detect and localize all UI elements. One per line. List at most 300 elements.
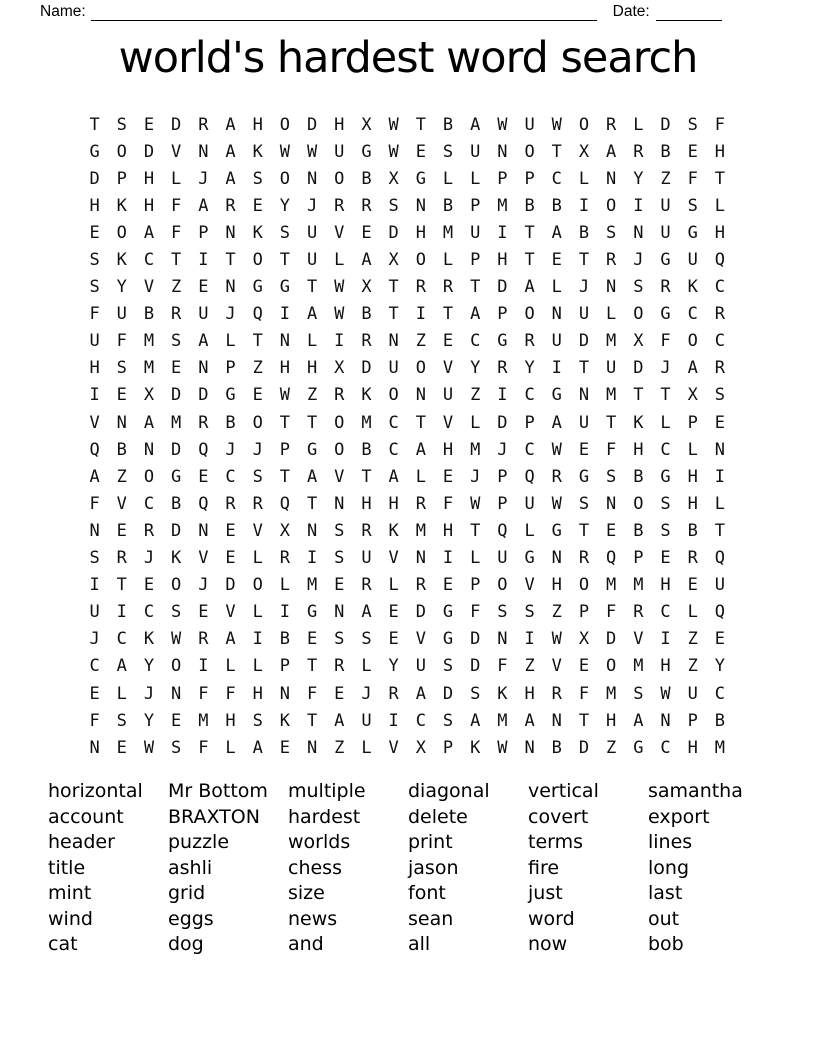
grid-cell: E [198,466,209,487]
grid-cell: L [252,602,263,623]
grid-cell: Y [279,195,291,216]
grid-cell: V [334,222,345,243]
grid-cell: N [279,683,291,704]
grid-cell: R [497,358,508,379]
word-list-column [48,779,168,958]
grid-cell: V [388,548,399,569]
grid-cell: B [442,114,454,135]
grid-cell: T [578,358,590,379]
grid-cell: H [279,358,291,379]
grid-cell: D [306,114,318,135]
grid-cell: J [143,683,155,704]
grid-cell: D [415,602,426,623]
grid-cell: L [551,277,562,298]
grid-cell: E [606,520,617,541]
grid-cell: B [551,195,562,216]
grid-cell: F [497,656,508,677]
grid-cell: A [143,222,155,243]
grid-cell: H [714,222,726,243]
grid-cell: H [687,737,698,758]
grid-cell: F [660,331,671,352]
grid-cell: E [660,548,671,569]
grid-cell: N [660,710,671,731]
grid-cell: D [388,222,399,243]
grid-cell: L [225,737,236,758]
grid-cell: R [225,493,236,514]
grid-cell: J [143,548,155,569]
word-list-item: worlds [288,831,351,853]
grid-cell: E [279,737,291,758]
grid-cell: R [279,548,291,569]
word-list-item: print [408,831,453,853]
grid-cell: N [116,412,127,433]
grid-cell: R [361,195,372,216]
grid-cell: U [442,385,454,406]
grid-cell: U [606,358,617,379]
grid-cell: E [198,277,209,298]
grid-cell: R [551,683,562,704]
page-title: world's hardest word search [118,33,698,83]
word-list-item: title [48,856,86,879]
grid-cell: R [143,520,155,541]
grid-cell: X [361,114,372,135]
grid-cell: L [442,168,454,189]
grid-cell: T [252,331,263,352]
grid-cell: X [578,629,590,650]
grid-cell: G [89,141,100,162]
grid-cell: L [361,737,372,758]
word-list-item: now [528,933,568,955]
grid-cell: S [361,629,372,650]
grid-cell: H [388,493,399,514]
grid-cell: R [116,548,127,569]
grid-cell: P [198,222,209,243]
header [40,3,778,21]
grid-cell: R [334,656,345,677]
grid-cell: X [415,737,426,758]
grid-cell: B [442,195,454,216]
word-list-item: just [528,882,563,904]
word-list-item: wind [48,907,93,930]
grid-cell: I [252,629,263,650]
grid-cell: G [687,222,698,243]
grid-cell: H [606,710,617,731]
grid-cell: E [578,439,590,460]
grid-cell: S [633,683,644,704]
grid-cell: T [361,466,372,487]
grid-cell: G [442,629,454,650]
grid-cell: U [687,250,698,271]
grid-cell: Z [687,629,698,650]
grid-cell: A [470,304,481,325]
grid-cell: Q [198,439,209,460]
grid-cell: R [714,358,726,379]
grid-cell: D [198,385,209,406]
grid-cell: T [660,385,671,406]
grid-cell: E [442,466,454,487]
grid-cell: P [470,195,481,216]
grid-cell: Z [551,602,562,623]
grid-cell: B [361,439,372,460]
grid-cell: N [306,520,318,541]
grid-cell: T [306,710,318,731]
grid-cell: C [660,737,671,758]
grid-cell: V [171,141,182,162]
grid-cell: X [388,250,399,271]
grid-cell: R [551,466,562,487]
grid-cell: S [279,222,291,243]
grid-cell: C [388,412,399,433]
grid-cell: L [687,439,698,460]
grid-cell: E [225,520,236,541]
word-list-item: account [48,805,124,828]
grid-cell: U [497,548,508,569]
word-list-item: delete [408,805,468,828]
grid-cell: F [470,602,481,623]
grid-cell: Y [633,168,644,189]
grid-cell: R [415,575,426,596]
grid-cell: C [225,466,236,487]
grid-cell: S [660,520,671,541]
grid-cell: L [442,250,454,271]
grid-cell: G [524,548,535,569]
word-list-item: Mr Bottom [168,780,268,802]
grid-cell: P [225,358,236,379]
grid-cell: G [633,737,644,758]
grid-cell: A [306,304,318,325]
grid-cell: O [524,304,535,325]
grid-cell: C [143,250,155,271]
grid-cell: E [578,656,590,677]
grid-cell: G [415,168,426,189]
grid-cell: H [252,114,263,135]
grid-cell: V [334,466,345,487]
grid-cell: J [578,277,590,298]
grid-cell: U [470,141,481,162]
grid-cell: S [334,548,345,569]
grid-cell: S [687,195,698,216]
grid-cell: C [116,629,127,650]
word-list-item: lines [648,831,693,853]
grid-cell: I [633,195,644,216]
grid-cell: M [470,439,481,460]
grid-cell: L [470,548,481,569]
grid-cell: S [470,683,481,704]
grid-cell: G [361,141,372,162]
grid-cell: I [497,222,508,243]
grid-cell: D [470,656,481,677]
grid-cell: C [660,602,671,623]
grid-cell: B [225,412,236,433]
grid-cell: E [143,114,155,135]
grid-cell: V [442,412,454,433]
grid-cell: Z [415,331,426,352]
grid-cell: P [470,250,481,271]
grid-cell: F [687,168,698,189]
grid-cell: M [606,331,617,352]
grid-cell: N [198,141,209,162]
grid-cell: T [714,520,726,541]
grid-cell: M [143,331,155,352]
grid-cell: K [497,683,508,704]
grid-cell: A [334,710,345,731]
word-list-column [288,779,408,958]
grid-cell: S [442,710,454,731]
grid-cell: E [388,629,399,650]
grid-cell: B [551,737,562,758]
grid-cell: B [660,141,671,162]
grid-cell: B [143,304,155,325]
grid-cell: S [714,385,726,406]
grid-cell: L [470,168,481,189]
grid-cell: O [252,575,263,596]
grid-cell: B [524,195,535,216]
word-list-item: size [288,882,325,904]
grid-cell: M [198,710,209,731]
grid-cell: L [470,412,481,433]
grid-cell: G [306,602,318,623]
grid-cell: F [171,195,182,216]
grid-cell: N [198,358,209,379]
grid-cell: P [524,412,535,433]
grid-cell: H [334,114,345,135]
grid-cell: O [388,385,399,406]
word-list-column [528,779,648,958]
grid-cell: D [497,412,508,433]
grid-cell: R [714,304,726,325]
grid-cell: J [225,439,236,460]
grid-cell: T [633,385,644,406]
grid-cell: A [388,466,399,487]
grid-cell: O [578,575,590,596]
grid-cell: Z [470,385,481,406]
grid-cell: Z [306,385,318,406]
grid-cell: N [415,548,426,569]
grid-cell: I [388,710,399,731]
grid-cell: X [143,385,155,406]
grid-cell: X [388,168,399,189]
grid-cell: F [198,683,209,704]
grid-cell: L [714,195,726,216]
grid-cell: T [306,412,318,433]
grid-cell: D [171,520,182,541]
grid-cell: Q [714,548,726,569]
grid-cell: F [442,493,454,514]
grid-cell: G [660,466,671,487]
grid-cell: L [578,168,590,189]
grid-cell: A [524,710,535,731]
grid-cell: M [171,412,182,433]
grid-cell: R [442,277,454,298]
grid-cell: R [361,520,372,541]
grid-cell: F [89,710,100,731]
grid-cell: O [633,493,644,514]
word-list-item: export [648,805,710,828]
grid-cell: U [714,575,726,596]
grid-cell: K [361,385,372,406]
grid-cell: D [171,114,182,135]
word-list-item: header [48,831,115,853]
grid-cell: B [361,304,372,325]
grid-cell: X [633,331,644,352]
grid-cell: R [361,331,372,352]
grid-cell: W [551,114,562,135]
grid-cell: S [89,548,100,569]
grid-cell: H [361,493,372,514]
grid-cell: O [252,412,263,433]
grid-cell: C [143,602,155,623]
grid-cell: L [225,331,236,352]
grid-cell: R [225,195,236,216]
grid-cell: H [89,195,100,216]
grid-cell: F [116,331,127,352]
grid-cell: I [415,304,426,325]
grid-cell: N [225,277,236,298]
grid-cell: C [524,439,535,460]
grid-cell: J [470,466,481,487]
grid-cell: N [171,683,182,704]
grid-cell: F [606,439,617,460]
word-list-item: samantha [648,780,743,802]
grid-cell: S [442,656,454,677]
grid-cell: S [687,114,698,135]
grid-cell: N [198,520,209,541]
grid-cell: C [660,439,671,460]
grid-cell: H [551,575,562,596]
grid-cell: A [415,439,426,460]
grid-cell: V [198,548,209,569]
date-label: Date: [612,3,650,20]
grid-cell: E [306,629,318,650]
grid-cell: S [116,358,127,379]
grid-cell: A [198,331,209,352]
grid-cell: W [497,114,508,135]
grid-cell: U [687,683,698,704]
grid-cell: M [714,737,726,758]
grid-cell: M [361,412,372,433]
word-list-item: sean [408,907,454,930]
grid-cell: E [252,385,263,406]
word-list-item: cat [48,933,78,955]
grid-cell: M [606,575,617,596]
grid-cell: D [361,358,372,379]
grid-cell: H [497,250,508,271]
grid-cell: N [606,277,617,298]
grid-cell: H [252,683,263,704]
grid-cell: T [279,466,291,487]
grid-cell: E [415,141,426,162]
grid-cell: N [497,141,508,162]
grid-cell: I [334,331,345,352]
grid-cell: T [714,168,726,189]
grid-cell: M [633,575,644,596]
grid-cell: T [415,412,426,433]
word-list-item: dog [168,933,204,955]
grid-cell: U [660,222,671,243]
word-list-column [168,779,288,958]
grid-cell: U [89,331,100,352]
grid-cell: A [198,195,209,216]
grid-cell: R [388,683,399,704]
grid-cell: I [306,548,318,569]
grid-cell: N [306,737,318,758]
grid-cell: T [89,114,100,135]
word-list-item: all [408,933,431,955]
grid-cell: Q [606,548,617,569]
grid-cell: N [306,168,318,189]
grid-cell: N [89,520,100,541]
grid-cell: O [334,168,345,189]
grid-cell: J [660,358,671,379]
grid-cell: A [306,466,318,487]
grid-cell: Y [116,277,127,298]
grid-cell: W [551,493,562,514]
grid-cell: M [633,656,644,677]
grid-cell: Z [334,737,345,758]
grid-cell: E [116,520,127,541]
grid-cell: W [143,737,155,758]
grid-cell: H [524,683,535,704]
grid-cell: L [633,114,644,135]
grid-cell: O [279,168,291,189]
grid-cell: H [714,141,726,162]
grid-cell: O [116,222,127,243]
grid-cell: Q [714,602,726,623]
grid-cell: T [524,222,535,243]
grid-cell: E [198,602,209,623]
grid-cell: D [578,331,590,352]
grid-cell: M [442,222,454,243]
grid-cell: T [470,277,481,298]
grid-cell: E [89,683,100,704]
grid-cell: I [714,466,726,487]
grid-cell: S [578,493,590,514]
grid-cell: A [606,141,617,162]
grid-cell: R [252,493,263,514]
grid-cell: L [334,250,345,271]
grid-cell: N [334,602,345,623]
word-list [48,779,768,958]
grid-cell: R [334,195,345,216]
grid-cell: D [497,277,508,298]
grid-cell: G [279,277,291,298]
grid-cell: A [225,168,236,189]
grid-cell: E [442,331,454,352]
grid-cell: O [171,575,182,596]
grid-cell: W [470,493,481,514]
grid-cell: I [279,602,291,623]
grid-cell: K [116,195,127,216]
grid-cell: W [660,683,671,704]
grid-cell: N [551,710,562,731]
grid-cell: N [89,737,100,758]
grid-cell: G [306,439,318,460]
grid-cell: N [415,195,426,216]
grid-cell: R [171,304,182,325]
grid-cell: C [551,168,562,189]
grid-cell: T [470,520,481,541]
grid-cell: G [660,250,671,271]
grid-cell: V [252,520,263,541]
grid-cell: G [225,385,236,406]
grid-cell: P [470,575,481,596]
grid-cell: U [116,304,127,325]
grid-cell: A [551,222,562,243]
grid-cell: F [578,683,590,704]
grid-cell: R [198,412,209,433]
grid-cell: V [524,575,535,596]
grid-cell: T [116,575,127,596]
